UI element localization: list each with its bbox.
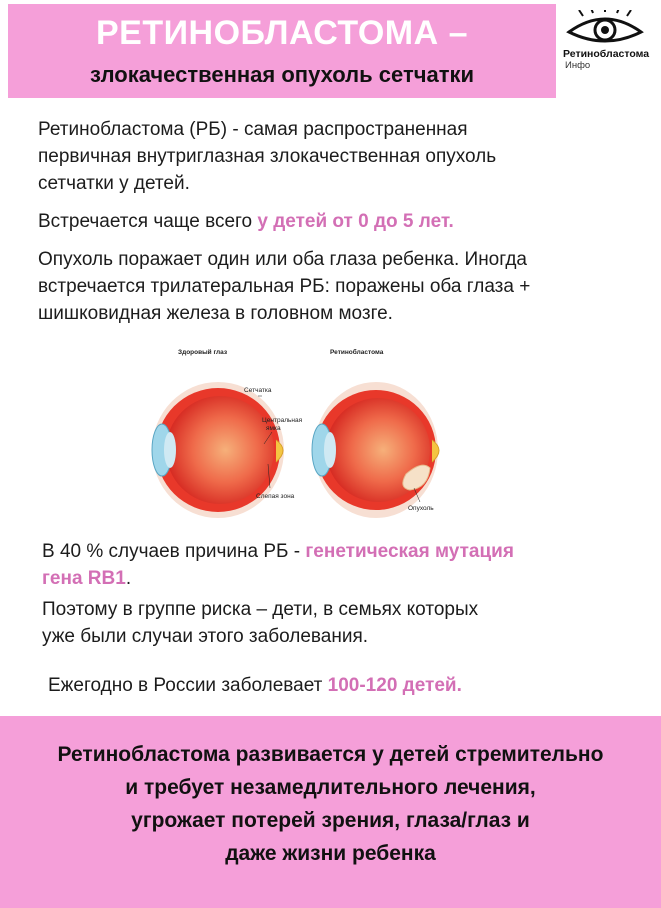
age-paragraph xyxy=(38,208,454,235)
intro-line-1: Ретинобластома (РБ) - самая распространенная xyxy=(38,119,468,140)
annual-highlight: 100-120 детей. xyxy=(327,675,462,696)
healthy-eye-title: Здоровый глаз xyxy=(178,349,228,356)
footer-line-2: и требует незамедлительного лечения, xyxy=(125,776,536,799)
annual-prefix: Ежегодно в России заболевает xyxy=(48,675,328,696)
risk-line-2: уже были случаи этого заболевания. xyxy=(42,626,369,647)
page-title: РЕТИНОБЛАСТОМА – xyxy=(95,14,469,52)
label-tumor: Опухоль xyxy=(408,505,434,512)
annual-paragraph xyxy=(48,672,462,699)
footer-line-4: даже жизни ребенка xyxy=(225,842,436,865)
genetic-paragraph xyxy=(42,538,514,592)
label-central-1: Центральная xyxy=(262,417,303,424)
age-prefix: Встречается чаще всего xyxy=(38,211,258,232)
trilateral-line-3: шишковидная железа в головном мозге. xyxy=(38,303,393,324)
trilateral-paragraph xyxy=(38,246,530,327)
intro-line-2: первичная внутриглазная злокачественная опухоль xyxy=(38,146,497,167)
risk-line-1: Поэтому в группе риска – дети, в семьях которых xyxy=(42,599,479,620)
logo-name: Ретинобластома xyxy=(563,48,650,60)
footer-message xyxy=(0,738,661,870)
genetic-suffix: . xyxy=(125,568,132,589)
page-subtitle: злокачественная опухоль сетчатки xyxy=(89,62,475,87)
header-band xyxy=(8,4,556,98)
footer-line-1: Ретинобластома развивается у детей стремительно xyxy=(57,743,604,766)
risk-paragraph xyxy=(42,596,478,650)
eye-logo-icon xyxy=(565,10,645,48)
intro-paragraph xyxy=(38,116,496,197)
genetic-highlight-2: гена RB1 xyxy=(42,568,126,589)
genetic-highlight-1: генетическая мутация xyxy=(305,541,514,562)
label-blind-spot: Слепая зона xyxy=(256,493,295,500)
age-highlight: у детей от 0 до 5 лет. xyxy=(257,211,454,232)
retinoblastoma-eye-title: Ретинобластома xyxy=(330,349,384,356)
trilateral-line-1: Опухоль поражает один или оба глаза ребенка. Иногда xyxy=(38,249,527,270)
healthy-eye-figure xyxy=(152,348,303,518)
label-central-2: ямка xyxy=(266,425,281,432)
logo-sub: Инфо xyxy=(565,60,591,71)
eye-diagram xyxy=(140,340,450,530)
retinoblastoma-eye-figure xyxy=(312,348,439,518)
footer-band xyxy=(0,716,661,908)
trilateral-line-2: встречается трилатеральная РБ: поражены оба глаза + xyxy=(38,276,531,297)
label-retina: Сетчатка xyxy=(244,387,272,394)
genetic-prefix: В 40 % случаев причина РБ - xyxy=(42,541,306,562)
logo xyxy=(563,10,655,70)
footer-line-3: угрожает потерей зрения, глаза/глаз и xyxy=(131,809,530,832)
intro-line-3: сетчатки у детей. xyxy=(38,173,190,194)
